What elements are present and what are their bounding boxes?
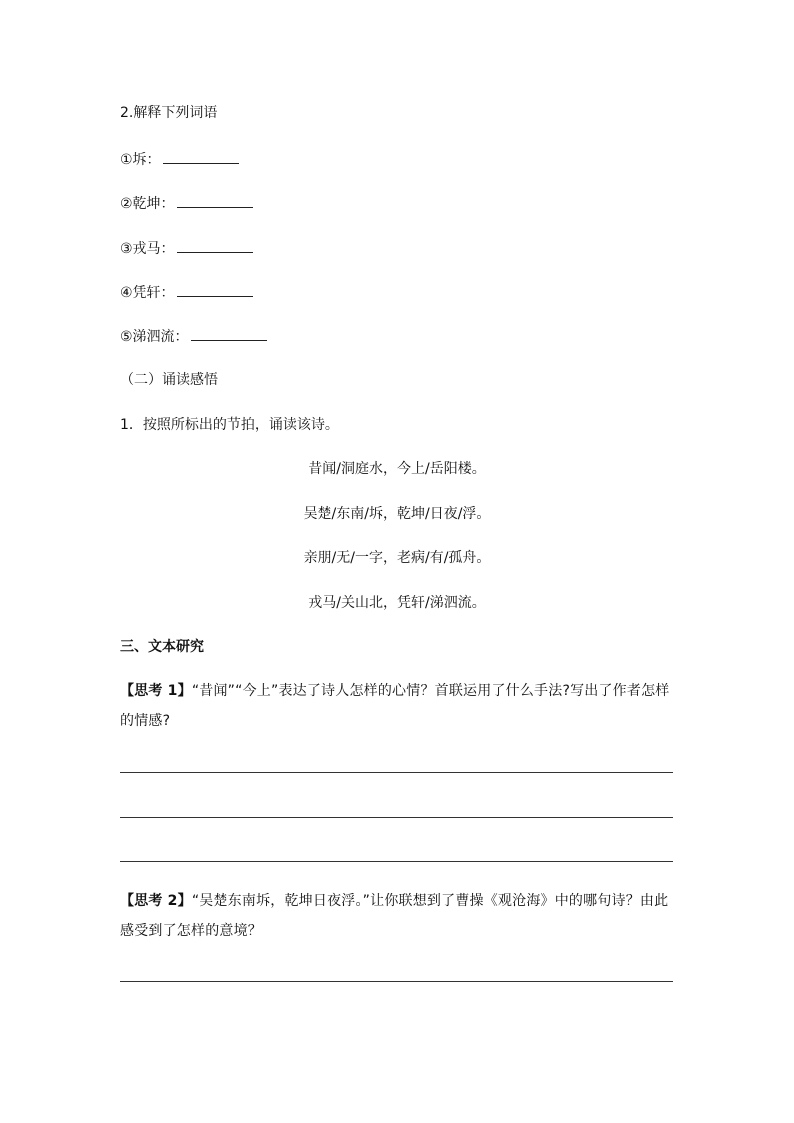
- poem-line-1: 昔闻/洞庭水，今上/岳阳楼。: [308, 461, 486, 477]
- vocab-label: ①坼：: [120, 152, 161, 168]
- fill-in-blank[interactable]: [163, 149, 239, 164]
- fill-in-blank[interactable]: [191, 326, 267, 341]
- vocab-label: ④凭轩：: [120, 285, 175, 301]
- question-1: [120, 676, 676, 736]
- vocab-label: ②乾坤：: [120, 196, 175, 212]
- question-2: [120, 886, 676, 946]
- section-heading-recite: （二）诵读感悟: [120, 372, 218, 388]
- question-text: “昔闻”“今上”表达了诗人怎样的心情？首联运用了什么手法?写出了作者怎样的情感?: [120, 683, 670, 729]
- answer-line[interactable]: [120, 772, 673, 773]
- fill-in-blank[interactable]: [177, 193, 253, 208]
- vocab-item-4: [120, 282, 253, 302]
- vocab-item-2: [120, 193, 253, 213]
- vocab-label: ⑤涕泗流：: [120, 329, 189, 345]
- answer-line[interactable]: [120, 861, 673, 862]
- question-tag: 【思考 1】: [120, 683, 192, 699]
- vocab-item-1: [120, 149, 239, 169]
- section-heading-text-research: 三、文本研究: [120, 639, 204, 655]
- recite-instruction: 1．按照所标出的节拍，诵读该诗。: [120, 417, 339, 433]
- vocab-item-3: [120, 238, 253, 258]
- answer-line[interactable]: [120, 981, 673, 982]
- question-tag: 【思考 2】: [120, 893, 192, 909]
- fill-in-blank[interactable]: [177, 238, 253, 253]
- answer-line[interactable]: [120, 817, 673, 818]
- vocab-item-5: [120, 326, 267, 346]
- question-text: “吴楚东南坼，乾坤日夜浮。”让你联想到了曹操《观沧海》中的哪句诗？由此感受到了怎样的意境？: [120, 893, 669, 939]
- section-title-explain-words: 2.解释下列词语: [120, 105, 218, 121]
- poem-line-3: 亲朋/无/一字，老病/有/孤舟。: [303, 550, 491, 566]
- vocab-label: ③戎马：: [120, 241, 175, 257]
- poem-line-2: 吴楚/东南/坼，乾坤/日夜/浮。: [303, 506, 491, 522]
- poem-line-4: 戎马/关山北，凭轩/涕泗流。: [308, 595, 486, 611]
- fill-in-blank[interactable]: [177, 282, 253, 297]
